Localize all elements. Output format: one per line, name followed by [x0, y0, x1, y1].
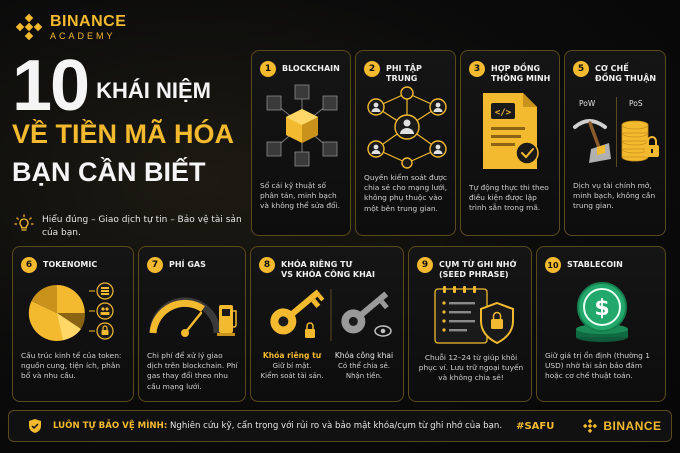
footer-text: Nghiên cứu kỹ, cẩn trọng với rủi ro và bảo mật khóa/cụm từ ghi nhớ của bạn. — [167, 421, 503, 431]
pickaxe-icon — [571, 113, 613, 167]
lightbulb-icon — [14, 214, 34, 234]
card-decentralization — [355, 50, 456, 236]
keys-icon — [261, 285, 395, 343]
card-desc: Chi phí để xử lý giao dịch trên blockchain. Phí gas thay đổi theo nhu cầu mạng lưới. — [147, 351, 238, 391]
pie-chart-icon — [23, 277, 129, 347]
card-title: CƠ CHẾ ĐỒNG THUẬN — [595, 64, 657, 84]
footer-bold: LUÔN TỰ BẢO VỆ MÌNH: — [53, 421, 168, 431]
safu-tag: #SAFU — [516, 420, 555, 432]
footer-brand — [582, 418, 661, 434]
card-title: STABLECOIN — [567, 260, 623, 269]
shield-icon — [27, 418, 43, 434]
svg-text:</>: </> — [494, 108, 512, 118]
card-number: 9 — [417, 257, 433, 273]
binance-diamond-icon — [582, 418, 598, 434]
private-key-title: Khóa riêng tư — [262, 351, 322, 360]
card-title: BLOCKCHAIN — [282, 64, 340, 73]
card-seed-phrase — [408, 246, 532, 402]
tagline-text: Hiểu đúng – Giao dịch tự tin – Bảo vệ tài sản của bạn. — [42, 215, 242, 239]
footer-brand-name: BINANCE — [603, 419, 662, 433]
tagline — [14, 214, 242, 240]
smart-contract-icon — [475, 89, 549, 173]
card-title: HỢP ĐỒNG THÔNG MINH — [491, 64, 551, 84]
card-desc: Giữ giá trị ổn định (thường 1 USD) nhờ tài sản bảo đảm hoặc cơ chế thuật toán. — [545, 351, 650, 381]
card-desc: Tự động thực thi theo điều kiện được lập trình sẵn trong mã. — [469, 183, 549, 213]
card-number: 7 — [147, 257, 163, 273]
divider — [616, 97, 617, 167]
brand-sub: ACADEMY — [50, 30, 116, 41]
card-title: PHÍ GAS — [169, 260, 206, 269]
card-number: 6 — [21, 257, 37, 273]
stablecoin-icon — [567, 279, 637, 347]
card-title: KHÓA RIÊNG TƯ VS KHÓA CÔNG KHAI — [281, 260, 375, 280]
card-desc: Quyền kiểm soát được chia sẻ cho mạng lưới, không phụ thuộc vào một bên trung gian. — [364, 173, 448, 213]
footer-bar — [8, 410, 672, 442]
card-desc: Cấu trúc kinh tế của token: nguồn cung, tiện ích, phân bổ và nhu cầu. — [21, 351, 122, 381]
private-key-desc: Giữ bí mật. Kiểm soát tài sản. — [260, 362, 324, 380]
hero-line1: KHÁI NIỆM — [96, 78, 211, 104]
card-number: 10 — [545, 257, 561, 273]
coin-stack-lock-icon — [619, 113, 663, 167]
public-key-desc: Có thể chia sẻ. Nhận tiền. — [337, 362, 391, 380]
card-title: CỤM TỪ GHI NHỚ (SEED PHRASE) — [439, 260, 517, 280]
card-consensus — [564, 50, 666, 236]
card-number: 1 — [260, 61, 276, 77]
network-users-icon — [362, 83, 452, 171]
hero-number: 10 — [12, 46, 89, 126]
card-keys — [250, 246, 404, 402]
card-desc: Dịch vụ tài chính mở, minh bạch, không cần trung gian. — [573, 181, 656, 211]
card-number: 2 — [364, 61, 380, 77]
card-title: TOKENOMIC — [43, 260, 98, 269]
card-number: 8 — [259, 257, 275, 273]
card-tokenomic — [12, 246, 134, 402]
binance-academy-logo — [14, 12, 126, 42]
card-desc: Chuỗi 12–24 từ giúp khôi phục ví. Lưu trữ ngoại tuyến và không chia sẻ! — [418, 353, 524, 383]
card-stablecoin — [536, 246, 666, 402]
hero-line3: BẠN CẦN BIẾT — [12, 156, 206, 187]
private-key-block — [259, 351, 325, 382]
card-blockchain — [251, 50, 351, 236]
card-desc: Sổ cái kỹ thuật số phân tán, minh bạch và không thể sửa đổi. — [260, 181, 340, 211]
binance-diamond-icon — [14, 12, 44, 42]
card-title: PHI TẬP TRUNG — [386, 64, 422, 84]
card-gas-fee — [138, 246, 246, 402]
card-number: 3 — [469, 61, 485, 77]
hero-title — [12, 46, 244, 188]
pos-label: PoS — [629, 99, 643, 108]
brand-name: BINANCE — [50, 12, 127, 30]
blockchain-cubes-icon — [258, 81, 346, 169]
card-smart-contract — [460, 50, 560, 236]
seed-phrase-icon — [431, 283, 517, 347]
card-number: 5 — [573, 61, 589, 77]
gas-gauge-icon — [147, 283, 239, 343]
pow-label: PoW — [579, 99, 596, 108]
public-key-title: Khóa công khai — [334, 351, 394, 360]
svg-text:$: $ — [594, 296, 610, 321]
hero-line2: VỀ TIỀN MÃ HÓA — [12, 119, 235, 150]
public-key-block — [331, 351, 397, 382]
footer-message — [53, 421, 502, 431]
